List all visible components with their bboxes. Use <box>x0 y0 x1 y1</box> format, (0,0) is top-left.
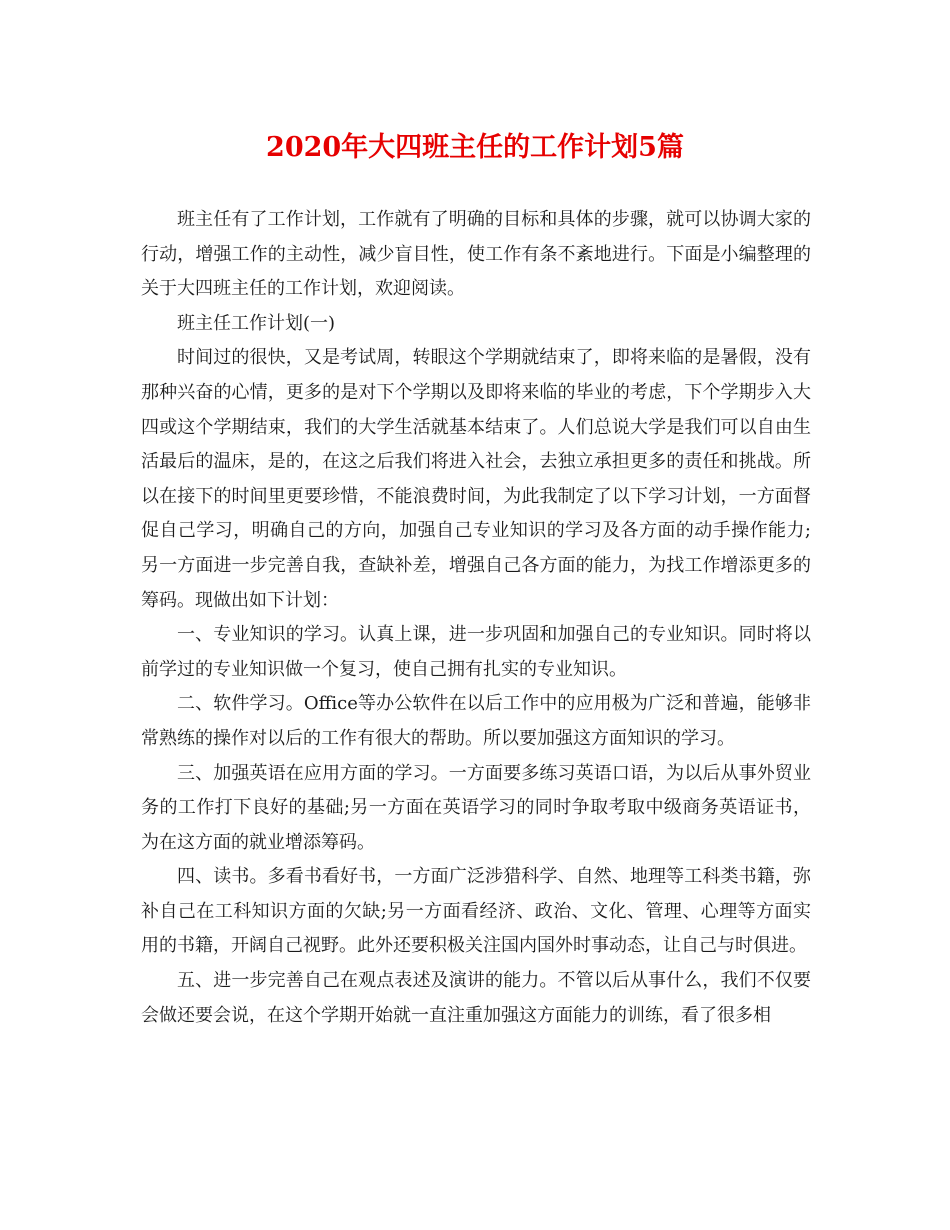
list-item-3: 三、加强英语在应用方面的学习。一方面要多练习英语口语，为以后从事外贸业务的工作打下良好的基础;另一方面在英语学习的同时争取考取中级商务英语证书，为在这方面的就业增添筹码。 <box>141 762 811 853</box>
list-item-1: 一、专业知识的学习。认真上课，进一步巩固和加强自己的专业知识。同时将以前学过的专业知识做一个复习，使自己拥有扎实的专业知识。 <box>141 624 811 680</box>
document-title: 2020年大四班主任的工作计划5篇 <box>266 132 684 163</box>
section-heading: 班主任工作计划(一) <box>177 312 336 334</box>
list-item-4: 四、读书。多看书看好书，一方面广泛涉猎科学、自然、地理等工科类书籍，弥补自己在工科知识方面的欠缺;另一方面看经济、政治、文化、管理、心理等方面实用的书籍，开阔自己视野。此外还要积极关注国内国外时事动态，让自己与时俱进。 <box>141 866 811 957</box>
intro-paragraph: 班主任有了工作计划，工作就有了明确的目标和具体的步骤，就可以协调大家的行动，增强工作的主动性，减少盲目性，使工作有条不紊地进行。下面是小编整理的关于大四班主任的工作计划，欢迎阅读。 <box>141 209 811 300</box>
body-paragraph: 时间过的很快，又是考试周，转眼这个学期就结束了，即将来临的是暑假，没有那种兴奋的心情，更多的是对下个学期以及即将来临的毕业的考虑，下个学期步入大四或这个学期结束，我们的大学生活就基本结束了。人们总说大学是我们可以自由生活最后的温床，是的，在这之后我们将进入社会，去独立承担更多的责任和挑战。所以在接下的时间里更要珍惜，不能浪费时间，为此我制定了以下学习计划，一方面督促自己学习，明确自己的方向，加强自己专业知识的学习及各方面的动手操作能力;另一方面进一步完善自我，查缺补差，增强自己各方面的能力，为找工作增添更多的筹码。现做出如下计划： <box>141 347 811 611</box>
list-item-2: 二、软件学习。Office等办公软件在以后工作中的应用极为广泛和普遍，能够非常熟练的操作对以后的工作有很大的帮助。所以要加强这方面知识的学习。 <box>141 693 811 749</box>
document-body <box>141 203 811 1033</box>
list-item-5: 五、进一步完善自己在观点表述及演讲的能力。不管以后从事什么，我们不仅要会做还要会说，在这个学期开始就一直注重加强这方面能力的训练，看了很多相 <box>141 970 811 1026</box>
